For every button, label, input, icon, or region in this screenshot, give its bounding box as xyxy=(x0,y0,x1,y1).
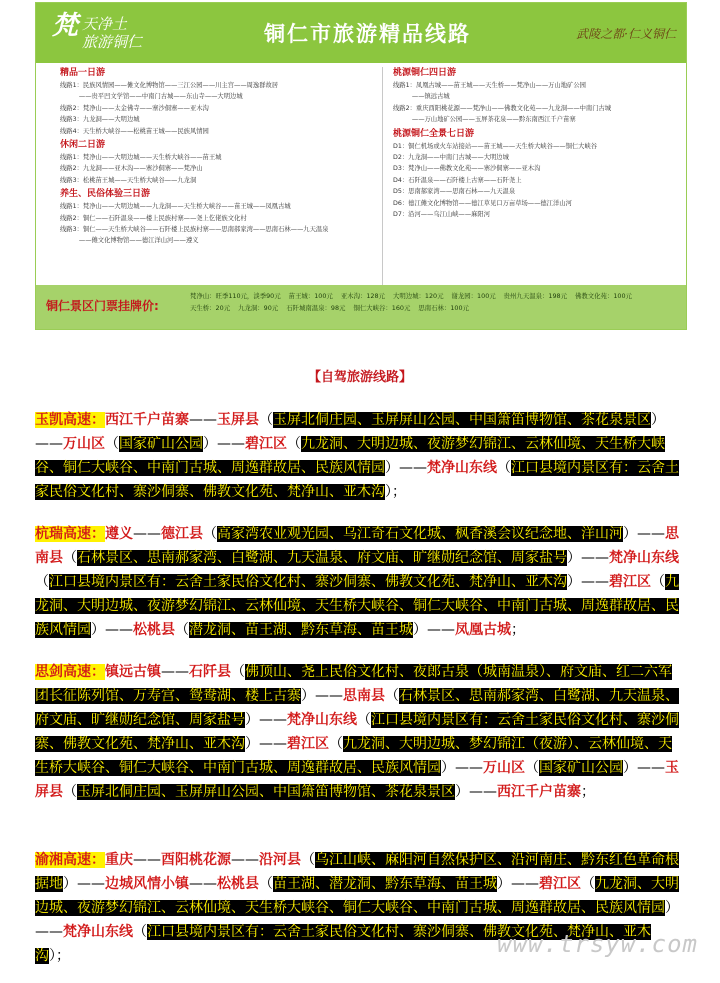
route-connector: ； xyxy=(581,784,595,800)
route-connector: ）； xyxy=(49,948,70,964)
route-stop: 梵净山东线 xyxy=(287,712,357,728)
tour-line: D4：石阡温泉——石阡楼上古寨——石阡尧上 xyxy=(393,176,522,184)
tour-line: 线路3：松桃苗王城——天生桥大峡谷——九龙洞 xyxy=(60,176,197,184)
route-connector: ）—— xyxy=(203,436,245,452)
route-connector: （ xyxy=(259,876,273,892)
route-connector: ）； xyxy=(385,484,406,500)
brochure-title: 铜仁市旅游精品线路 xyxy=(264,22,471,46)
tour-line: 线路2：梵净山——太金佛寺——寨沙侗寨——亚木沟 xyxy=(60,104,209,112)
scenic-spots: 九龙洞、大明边城、夜游梦幻锦江、云林仙境、天生桥大峡谷、铜仁大峡谷、中南门古城、周逸群故居、民族风情园 xyxy=(35,574,679,638)
route-stop: 碧江区 xyxy=(287,736,329,752)
route-stop: 碧江区 xyxy=(539,876,581,892)
route-connector: —— xyxy=(231,852,259,868)
scenic-spots: 国家矿山公园 xyxy=(539,760,623,776)
tour-line: 线路1：凤凰古城——苗王城——天生桥——梵净山——万山地矿公园 xyxy=(393,82,586,89)
ticket-price-item: 梵净山：旺季110元，淡季90元 xyxy=(190,292,281,300)
tour-line: 线路1：民族风情园——傩文化博物馆——三江公园——川主宫——周逸群故居 xyxy=(60,82,279,89)
route-connector: ）—— xyxy=(455,784,497,800)
tour-line: 线路2：铜仁——石阡温泉——楼上民族村寨——尧上仡佬族文化村 xyxy=(60,214,247,222)
scenic-spots: 九龙洞、大明边城、夜游梦幻锦江、云林仙境、天生桥大峡谷、铜仁大峡谷、中南门古城、周逸群故居、民族风情园 xyxy=(35,436,665,476)
route-sijian xyxy=(35,660,685,804)
ticket-price-item: 大明边城：120元 xyxy=(392,292,444,300)
route-connector: （ xyxy=(651,574,665,590)
scenic-spots: 九龙洞、大明边城、夜游梦幻锦江、云林仙境、天生桥大峡谷、铜仁大峡谷、中南门古城、周逸群故居、民族风情园 xyxy=(35,876,679,916)
route-connector: —— xyxy=(189,876,217,892)
route-connector: （ xyxy=(35,574,49,590)
tour-route-brochure xyxy=(35,2,687,330)
route-connector: （ xyxy=(133,924,147,940)
scenic-spots: 佛顶山、尧上民俗文化村、夜郎古泉（城南温泉）、府文庙、红二六军团长征陈列馆、万寿宫、鸳鸯湖、楼上古寨 xyxy=(35,664,672,704)
highway-name: 渝湘高速： xyxy=(35,852,105,868)
route-stop: 思南县 xyxy=(343,688,385,704)
route-stop: 西江千户苗寨 xyxy=(105,412,189,428)
route-connector: ）—— xyxy=(35,412,665,452)
route-stop: 梵净山东线 xyxy=(63,924,133,940)
route-connector: （ xyxy=(357,712,371,728)
route-hangrui xyxy=(35,522,685,642)
right-column-tours xyxy=(393,65,683,220)
tour-line: D6：德江傩文化博物馆——德江草见口万亩草场——德江洋山河 xyxy=(393,199,572,207)
route-stop: 镇远古镇 xyxy=(105,664,161,680)
scenic-spots: 江口县境内景区有：云舍土家民俗文化村、寨沙侗寨、佛教文化苑、梵净山、亚木沟 xyxy=(49,574,567,590)
tour-line: 线路3：九龙洞——大明边城 xyxy=(60,116,140,124)
route-stop: 边城风情小镇 xyxy=(105,876,189,892)
route-connector: ； xyxy=(511,622,525,638)
route-stop: 碧江区 xyxy=(609,574,651,590)
route-stop: 遵义 xyxy=(105,526,133,542)
route-connector: ）—— xyxy=(413,622,455,638)
highway-name: 玉凯高速： xyxy=(35,412,105,428)
route-connector: ）—— xyxy=(245,712,287,728)
route-stop: 沿河县 xyxy=(259,852,301,868)
route-connector: （ xyxy=(329,736,343,752)
tour-section-title: 桃源铜仁全景七日游 xyxy=(393,128,475,139)
route-stop: 梵净山东线 xyxy=(427,460,497,476)
scenic-spots: 石林景区、思南郝家湾、白鹭湖、九天温泉、府文庙、旷继勋纪念馆、周家盐号 xyxy=(77,550,567,566)
ticket-price-item: 亚木沟：128元 xyxy=(340,292,385,300)
route-connector: （ xyxy=(63,784,77,800)
tour-line: ——镇远古城 xyxy=(393,93,450,101)
route-stop: 玉屏县 xyxy=(35,760,679,800)
route-connector: （ xyxy=(63,550,77,566)
highway-name: 思剑高速： xyxy=(35,664,105,680)
tour-line: 线路3：铜仁——天生桥大峡谷——石阡楼上民族村寨——思南郝家湾——思南石林——九天温泉 xyxy=(60,226,329,234)
ticket-price-item: 思南石林：100元 xyxy=(418,304,469,312)
route-stop: 石阡县 xyxy=(189,664,231,680)
ticket-price-label: 铜仁景区门票挂牌价: xyxy=(46,299,159,313)
route-stop: 万山区 xyxy=(63,436,105,452)
tour-line: 线路1：梵净山——大明边城——九龙洞——天生桥大峡谷——苗王城——凤凰古城 xyxy=(60,203,291,211)
ticket-price-item: 石阡城南温泉：98元 xyxy=(286,304,346,312)
tour-section-title: 休闲二日游 xyxy=(60,140,106,151)
route-stop: 玉屏县 xyxy=(217,412,259,428)
highway-name: 杭瑞高速： xyxy=(35,526,105,542)
route-stop: 松桃县 xyxy=(133,622,175,638)
route-connector: （ xyxy=(385,688,399,704)
tour-line: 线路2：九龙洞——亚木沟——寨沙侗寨——梵净山 xyxy=(60,165,203,173)
column-divider xyxy=(382,67,383,285)
ticket-price-item: 苗王城：100元 xyxy=(288,292,333,300)
scenic-spots: 玉屏北侗庄园、玉屏屏山公园、中国箫笛博物馆、茶花泉景区 xyxy=(77,784,455,800)
tour-line: 线路2：重庆酉阳桃花源——梵净山——佛教文化苑——九龙洞——中南门古城 xyxy=(393,104,612,112)
self-drive-title: 【自驾旅游线路】 xyxy=(307,370,412,385)
tour-line: D5：思南郝家湾——思南石林——九天温泉 xyxy=(393,188,516,196)
route-stop: 碧江区 xyxy=(245,436,287,452)
route-connector: （ xyxy=(203,526,217,542)
scenic-spots: 玉屏北侗庄园、玉屏屏山公园、中国箫笛博物馆、茶花泉景区 xyxy=(273,412,651,428)
fanjing-logo xyxy=(52,11,202,55)
route-stop: 万山区 xyxy=(483,760,525,776)
brochure-header xyxy=(36,3,686,63)
route-connector: ）—— xyxy=(567,574,609,590)
ticket-price-item: 天生桥：20元 xyxy=(190,304,231,312)
tour-line: D1：铜仁机场或火车站接站——苗王城——天生桥大峡谷——铜仁大峡谷 xyxy=(393,142,598,150)
tour-line: D2：九龙洞——中南门古城——大明边城 xyxy=(393,154,509,162)
scenic-spots: 高家湾农业观光园、乌江奇石文化城、枫香溪会议纪念地、洋山河 xyxy=(217,526,623,542)
route-connector: —— xyxy=(189,412,217,428)
route-connector: ）—— xyxy=(63,876,105,892)
route-connector: ）—— xyxy=(301,688,343,704)
route-stop: 梵净山东线 xyxy=(609,550,679,566)
ticket-price-item: 佛教文化苑：100元 xyxy=(574,292,632,300)
route-connector: ）—— xyxy=(91,622,133,638)
ticket-price-bar xyxy=(36,285,686,329)
logo-big-char: 梵 xyxy=(52,11,79,41)
ticket-price-item: 谢龙园：100元 xyxy=(451,292,496,300)
scenic-spots: 乌江山峡、麻阳河自然保护区、沿河南庄、黔东红色革命根据地 xyxy=(35,852,679,892)
route-stop: 松桃县 xyxy=(217,876,259,892)
route-stop: 德江县 xyxy=(161,526,203,542)
logo-line-2: 旅游铜仁 xyxy=(82,33,143,51)
site-watermark: www.trsyw.com xyxy=(497,930,698,958)
route-connector: —— xyxy=(161,664,189,680)
ticket-price-item: 贵州九天温泉：198元 xyxy=(503,292,567,300)
tour-section-title: 精品一日游 xyxy=(60,68,106,78)
route-connector: （ xyxy=(175,622,189,638)
tour-line: ——万山地矿公园——玉屏茶花泉——黔东南西江千户苗寨 xyxy=(393,116,576,124)
scenic-spots: 江口县境内景区有：云舍土家民俗文化村、寨沙侗寨、佛教文化苑、梵净山、亚木沟 xyxy=(35,712,679,752)
scenic-spots: 石林景区、思南郝家湾、白鹭湖、九天温泉、府文庙、旷继勋纪念馆、周家盐号 xyxy=(35,688,679,728)
route-connector: （ xyxy=(301,852,315,868)
tour-line: ——贵平凹文学馆——中南门古城——东山寺——大明边城 xyxy=(60,93,243,101)
logo-line-1: 天净土 xyxy=(82,15,128,33)
route-connector: ）—— xyxy=(623,760,665,776)
route-connector: —— xyxy=(133,852,161,868)
tour-line: 线路4：天生桥大峡谷——松桃苗王城——民族风情园 xyxy=(60,127,209,135)
ticket-price-list xyxy=(190,290,680,314)
tour-line: D7：沿河——乌江山峡——麻阳河 xyxy=(393,211,491,219)
route-connector: （ xyxy=(287,436,301,452)
ticket-price-item: 铜仁大峡谷：160元 xyxy=(353,304,411,312)
tour-line: D3：梵净山——佛教文化苑——寨沙侗寨——亚木沟 xyxy=(393,165,541,173)
ticket-price-item: 九龙洞：90元 xyxy=(238,304,279,312)
scenic-spots: 九龙洞、大明边城、梦幻锦江（夜游）、云林仙境、天生桥大峡谷、铜仁大峡谷、中南门古城、周逸群故居、民族风情园 xyxy=(35,736,672,776)
route-stop: 重庆 xyxy=(105,852,133,868)
tour-section-title: 桃源铜仁四日游 xyxy=(393,68,457,78)
route-connector: —— xyxy=(133,526,161,542)
route-stop: 思南县 xyxy=(35,526,679,566)
scenic-spots: 苗王湖、潜龙洞、黔东草海、苗王城 xyxy=(273,876,497,892)
scenic-spots: 江口县境内景区有：云舍土家民俗文化村、寨沙侗寨、佛教文化苑、梵净山、亚木沟 xyxy=(35,924,651,964)
tour-section-title: 养生、民俗体验三日游 xyxy=(60,189,151,200)
route-connector: ）—— xyxy=(441,760,483,776)
route-connector: ）—— xyxy=(35,900,679,940)
route-stop: 酉阳桃花源 xyxy=(161,852,231,868)
route-yukai xyxy=(35,408,685,504)
scenic-spots: 江口县境内景区有：云舍土家民俗文化村、寨沙侗寨、佛教文化苑、梵净山、亚木沟 xyxy=(35,460,679,500)
route-connector: （ xyxy=(525,760,539,776)
left-column-tours xyxy=(60,65,378,247)
tour-line: ——傩文化博物馆——德江洋山河——遵义 xyxy=(60,237,199,245)
tour-line: 线路1：梵净山——大明边城——天生桥大峡谷——苗王城 xyxy=(60,154,222,162)
route-connector: ）—— xyxy=(385,460,427,476)
scenic-spots: 国家矿山公园 xyxy=(119,436,203,452)
route-connector: （ xyxy=(105,436,119,452)
route-connector: （ xyxy=(497,460,511,476)
route-connector: （ xyxy=(231,664,245,680)
route-connector: ）—— xyxy=(567,550,609,566)
route-connector: ）—— xyxy=(497,876,539,892)
scenic-spots: 潜龙洞、苗王湖、黔东草海、苗王城 xyxy=(189,622,413,638)
route-stop: 凤凰古城 xyxy=(455,622,511,638)
route-connector: ）—— xyxy=(245,736,287,752)
route-connector: （ xyxy=(581,876,595,892)
route-connector: ）—— xyxy=(623,526,665,542)
route-stop: 西江千户苗寨 xyxy=(497,784,581,800)
route-connector: （ xyxy=(259,412,273,428)
slogan-logo: 武陵之都·仁义铜仁 xyxy=(576,27,676,41)
